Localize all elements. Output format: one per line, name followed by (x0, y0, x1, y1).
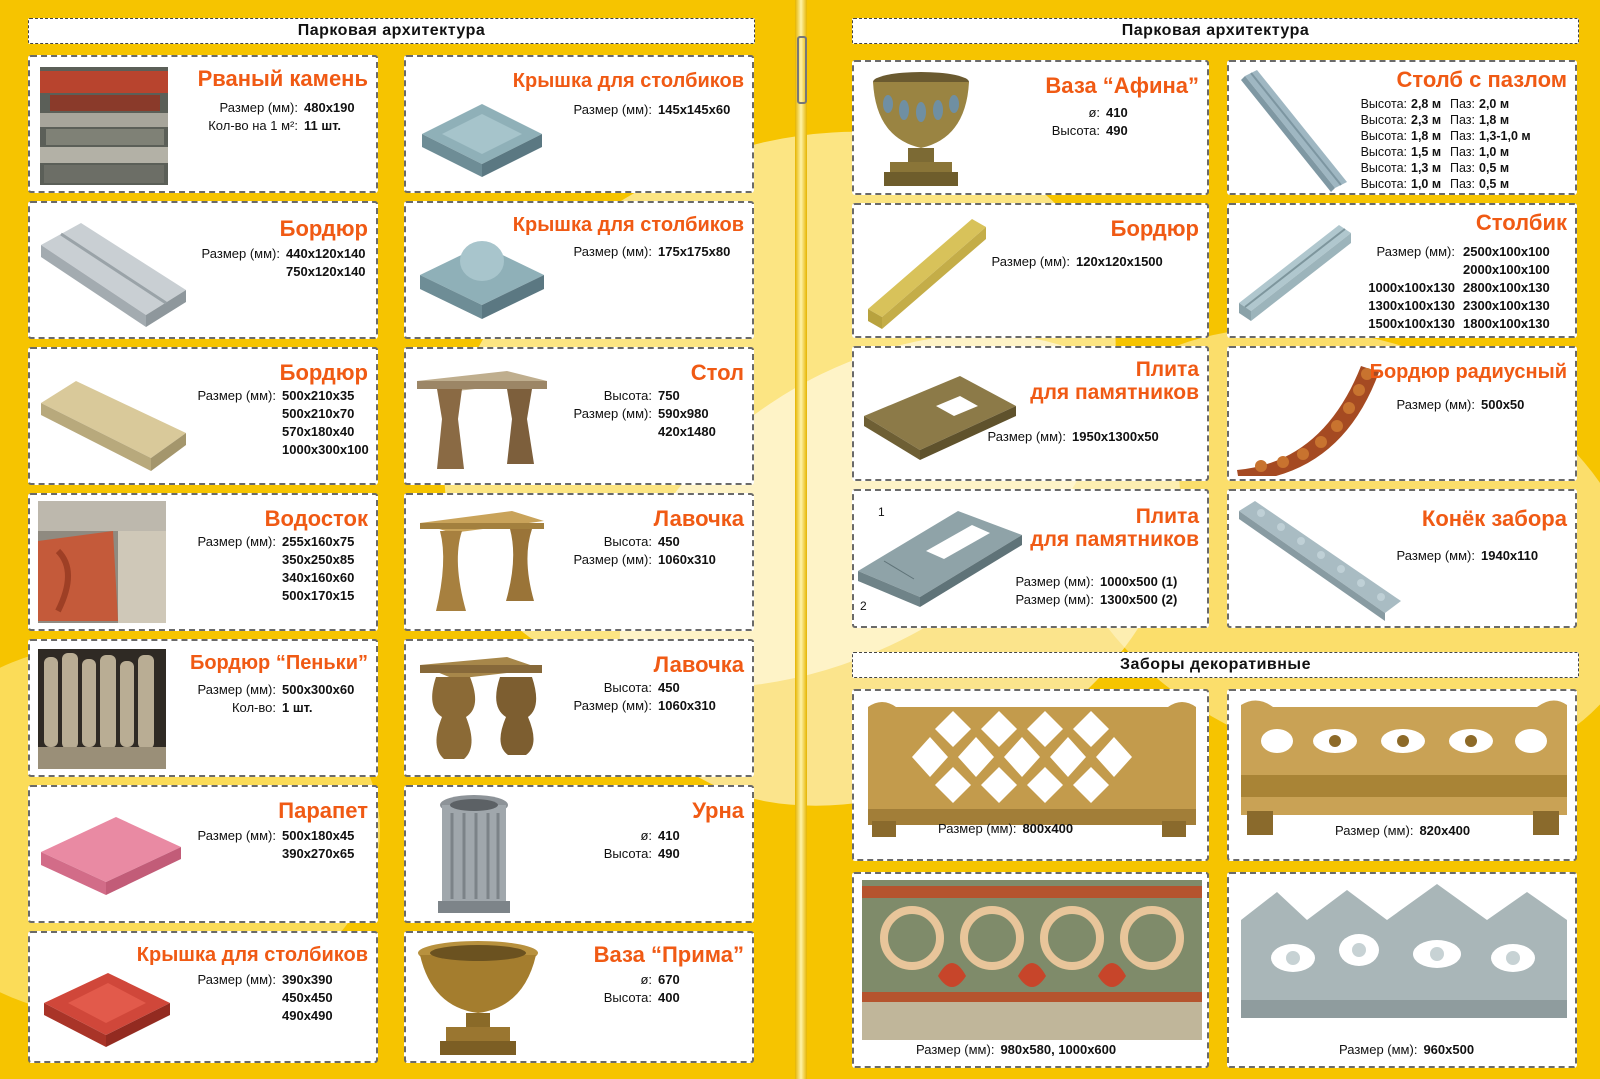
product-card-torn-stone (28, 55, 378, 193)
product-card-monument-slab-2 (852, 489, 1209, 628)
product-title: Бордюр (279, 216, 368, 241)
bench-image (412, 647, 552, 769)
product-specs: ø: 410 Высота: 490 (1051, 105, 1128, 138)
fence-size: Размер (мм): 800х400 (938, 821, 1074, 836)
product-title: Бордюр (279, 360, 368, 385)
product-title: Ваза “Афина” (1045, 73, 1199, 98)
product-title: Крышка для столбиков (136, 944, 368, 966)
product-card-post-cap-390 (28, 931, 378, 1063)
parapet-image (36, 807, 186, 907)
product-card-bench-2 (404, 639, 754, 777)
product-specs: Размер (мм): 440х120х140 750х120х140 (201, 246, 366, 279)
fence-card-floral (1227, 872, 1577, 1068)
product-card-vase-athena (852, 60, 1209, 195)
product-card-vase-prima (404, 931, 754, 1063)
product-specs: Размер (мм): 255х160х75 350х250х85 340х160х60 500х170х15 (197, 534, 355, 603)
product-title: Бордюр радиусный (1369, 361, 1567, 383)
product-card-puzzle-post (1227, 60, 1577, 195)
product-title: Урна (692, 798, 744, 823)
product-specs: Размер (мм): 1940х110 (1396, 548, 1539, 563)
fence-size: Размер (мм): 980х580, 1000х600 (916, 1042, 1117, 1057)
post-cap-image (412, 79, 552, 179)
product-specs: ø: 410 Высота: 490 (603, 828, 680, 861)
marker-label: 1 (878, 505, 885, 519)
staple (797, 36, 807, 104)
product-card-post-cap-145 (404, 55, 754, 193)
ornate-fence-image (1237, 695, 1571, 841)
product-title: Лавочка (653, 652, 744, 677)
product-specs: Размер (мм): 500х210х35 500х210х70 570х180х40 1000х300х100 (197, 388, 369, 457)
product-card-post-cap-175 (404, 201, 754, 339)
page-header-left: Парковая архитектура (28, 18, 755, 44)
product-title: Парапет (278, 798, 368, 823)
fence-card-ornate (1227, 689, 1577, 861)
product-title: Столбик (1475, 210, 1567, 235)
product-specs: Размер (мм): 500х50 (1396, 397, 1525, 412)
fences-header: Заборы декоративные (852, 652, 1579, 678)
swirl-fence-image (862, 880, 1202, 1040)
product-title: Крышка для столбиков (512, 214, 744, 236)
vase-prima-image (412, 937, 552, 1061)
post-cap-dome-image (412, 223, 552, 323)
product-card-parapet (28, 785, 378, 923)
booklet-spine (795, 0, 807, 1079)
product-title: Столб с пазлом (1396, 67, 1567, 92)
product-title: Водосток (264, 506, 368, 531)
curb-stumps-image (38, 649, 166, 769)
product-title: Плита для памятников (1030, 505, 1199, 551)
product-title: Плита для памятников (1030, 358, 1199, 404)
product-card-radius-curb (1227, 346, 1577, 481)
product-card-table (404, 347, 754, 485)
fence-size: Размер (мм): 820х400 (1335, 823, 1471, 838)
product-specs: Высота: 450 Размер (мм): 1060х310 (573, 534, 716, 567)
fence-card-swirl (852, 872, 1209, 1068)
product-specs: Размер (мм): 175х175х80 (573, 244, 731, 259)
product-card-fence-ridge (1227, 489, 1577, 628)
product-title: Ваза “Прима” (593, 942, 744, 967)
product-card-curb-stumps (28, 639, 378, 777)
product-specs: Размер (мм): 1950х1300х50 (987, 429, 1159, 444)
product-card-curb-120 (852, 203, 1209, 338)
monument-slab-image (860, 362, 1020, 472)
curb-yellow-image (860, 213, 990, 331)
product-card-curb-440 (28, 201, 378, 339)
page-header-right: Парковая архитектура (852, 18, 1579, 44)
product-specs: Высота: 450 Размер (мм): 1060х310 (573, 680, 716, 713)
product-title: Рваный камень (197, 66, 368, 91)
fence-size: Размер (мм): 960х500 (1339, 1042, 1475, 1057)
product-title: Конёк забора (1421, 506, 1567, 531)
product-card-bench-1 (404, 493, 754, 631)
product-card-post (1227, 203, 1577, 338)
product-title: Крышка для столбиков (512, 70, 744, 92)
vase-athena-image (866, 68, 976, 192)
curb-flat-image (36, 363, 186, 473)
product-specs: Размер (мм): 500х300х60 Кол-во: 1 шт. (197, 682, 355, 715)
product-card-drain (28, 493, 378, 631)
puzzle-post-image (1239, 66, 1349, 192)
marker-label: 2 (860, 599, 867, 613)
post-specs: Размер (мм): 2500х100х100 2000х100х100 1000х100х130 2800х100х130 1300х100х130 2300х100х130 1500х100х130 1800х100х130 (1368, 244, 1550, 331)
product-specs: Размер (мм): 1000х500 (1) Размер (мм): 1300х500 (2) (1015, 574, 1178, 607)
fence-card-lattice (852, 689, 1209, 861)
product-specs: Высота: 750 Размер (мм): 590х980 420х1480 (573, 388, 716, 439)
radius-curb-image (1233, 358, 1383, 476)
product-card-urn (404, 785, 754, 923)
curb-image (36, 215, 186, 330)
product-card-curb-500 (28, 347, 378, 485)
product-title: Бордюр “Пеньки” (189, 652, 368, 674)
product-title: Бордюр (1110, 216, 1199, 241)
product-card-monument-slab-1 (852, 346, 1209, 481)
floral-fence-image (1237, 880, 1571, 1040)
product-title: Стол (690, 360, 744, 385)
lattice-fence-image (862, 697, 1202, 837)
product-title: Лавочка (653, 506, 744, 531)
product-specs: ø: 670 Высота: 400 (603, 972, 680, 1005)
product-specs: Размер (мм): 480х190 Кол-во на 1 м²: 11 шт. (208, 100, 355, 133)
product-specs: Размер (мм): 120х120х1500 (991, 254, 1163, 269)
bench-image (412, 501, 552, 621)
table-image (412, 359, 552, 479)
product-specs: Размер (мм): 145х145х60 (573, 102, 731, 117)
torn-stone-image (40, 67, 168, 185)
product-specs: Размер (мм): 500х180х45 390х270х65 (197, 828, 355, 861)
urn-image (434, 793, 514, 917)
puzzle-post-specs: Высота: 2,8 м Паз: 2,0 м Высота: 2,3 м Паз: 1,8 м Высота: 1,8 м Паз: 1,3-1,0 м Высота: 1,5 м Паз: 1,0 м Высота: 1,3 м Паз: 0,5 м Высота: 1,0 м Паз: 0,5 м (1360, 97, 1531, 191)
product-specs: Размер (мм): 390х390 450х450 490х490 (197, 972, 333, 1023)
drain-image (38, 501, 166, 623)
monument-slab-grey-image (854, 501, 1024, 621)
post-image (1235, 217, 1355, 327)
